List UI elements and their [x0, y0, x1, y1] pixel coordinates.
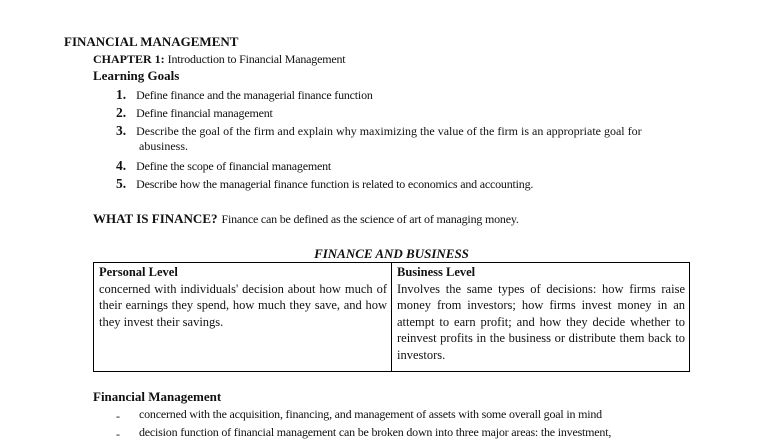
learning-goals-title: Learning Goals [93, 68, 180, 83]
learning-goal-5 [116, 175, 533, 193]
learning-goal-4 [116, 157, 331, 175]
goal-number: 1. [116, 87, 127, 102]
goal-number: 2. [116, 105, 127, 120]
bullet-dash: - [116, 409, 120, 423]
personal-level-cell [94, 263, 392, 372]
business-level-text: Involves the same types of decisions: how firms raise money from investors; how firms invest money in an attempt to earn profit; and how they decide whether to reinvest profits in the business or distribute them back to investors. [397, 281, 685, 362]
finance-business-table [93, 262, 690, 372]
goal-text-continued: abusiness. [139, 139, 188, 153]
table-row [94, 263, 690, 372]
what-is-finance-label: WHAT IS FINANCE? [93, 211, 218, 226]
course-title: FINANCIAL MANAGEMENT [64, 34, 239, 49]
goal-text: Define financial management [136, 106, 273, 120]
business-level-cell [392, 263, 690, 372]
business-level-header: Business Level [397, 265, 476, 279]
goal-text: Describe how the managerial finance function is related to economics and accounting. [136, 177, 534, 191]
goal-text: Define finance and the managerial finance function [136, 88, 373, 102]
financial-management-title: Financial Management [93, 389, 222, 404]
what-is-finance [93, 210, 519, 228]
personal-level-header: Personal Level [99, 265, 178, 279]
bullet-dash: - [116, 427, 120, 441]
bullet-text: concerned with the acquisition, financing, and management of assets with some overall goal in mind [139, 407, 602, 421]
list-item [116, 407, 602, 425]
goal-number: 4. [116, 158, 127, 173]
personal-level-text: concerned with individuals' decision about how much of their earnings they spend, how much they save, and how they invest their savings. [99, 281, 387, 329]
table-caption: FINANCE AND BUSINESS [314, 246, 469, 261]
goal-number: 3. [116, 123, 127, 138]
learning-goal-3 [116, 122, 642, 140]
chapter-title: Introduction to Financial Management [167, 52, 346, 66]
goal-text: Define the scope of financial management [136, 159, 332, 173]
what-is-finance-text: Finance can be defined as the science of art of managing money. [221, 212, 519, 226]
chapter-label: CHAPTER 1: [93, 52, 165, 66]
goal-text: Describe the goal of the firm and explain why maximizing the value of the firm is an appropriate goal for [136, 124, 642, 138]
goal-number: 5. [116, 176, 127, 191]
bullet-text: decision function of financial management can be broken down into three major areas: the investment, [139, 425, 612, 439]
learning-goal-2 [116, 104, 273, 122]
chapter-heading [93, 52, 345, 67]
list-item [116, 425, 612, 443]
learning-goal-1 [116, 86, 373, 104]
